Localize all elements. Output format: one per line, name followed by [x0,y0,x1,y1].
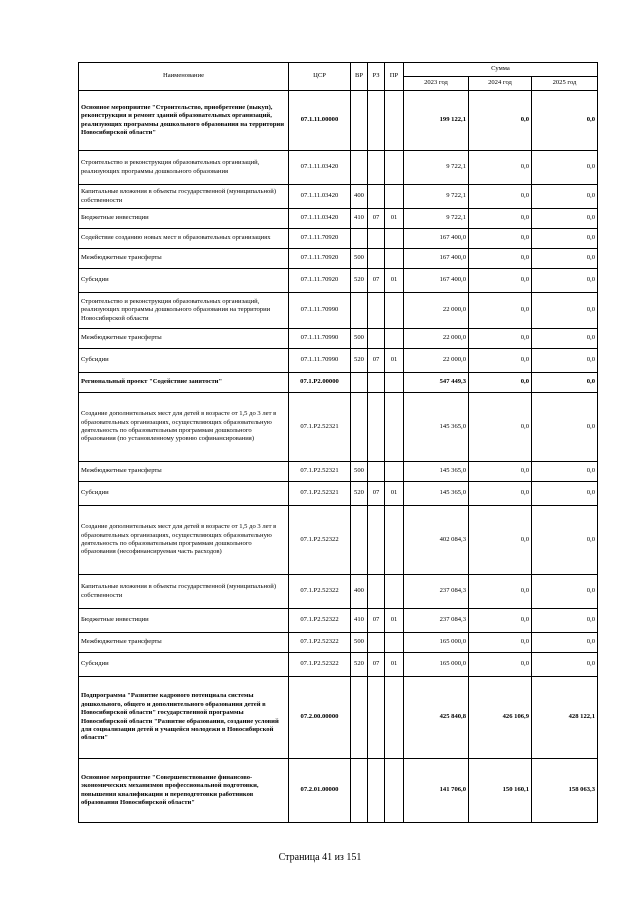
cell-2023: 22 000,0 [404,293,469,329]
header-pr: ПР [385,63,404,91]
cell-2023: 167 400,0 [404,269,469,293]
cell-name: Бюджетные инвестиции [79,609,289,633]
cell-pr [385,185,404,209]
cell-name: Субсидии [79,482,289,506]
table-row [79,759,598,823]
table-row [79,633,598,653]
cell-2025: 0,0 [532,349,598,373]
cell-rz [368,329,385,349]
cell-csr: 07.2.00.00000 [289,677,351,759]
cell-2024: 0,0 [469,269,532,293]
cell-pr: 01 [385,482,404,506]
cell-csr: 07.1.P2.52322 [289,609,351,633]
cell-2023: 22 000,0 [404,329,469,349]
cell-rz [368,151,385,185]
cell-csr: 07.1.P2.52322 [289,633,351,653]
cell-pr: 01 [385,609,404,633]
cell-name: Создание дополнительных мест для детей в возрасте от 1,5 до 3 лет в образовательных организациях, осуществляющих образовательную деятельность по образовательным программам дошкольного образования (по установленному уровню софинансирования) [79,393,289,462]
cell-2023: 141 706,0 [404,759,469,823]
cell-vr: 500 [351,329,368,349]
cell-csr: 07.1.11.03420 [289,185,351,209]
cell-vr [351,506,368,575]
table-row [79,151,598,185]
cell-rz [368,759,385,823]
cell-2025: 428 122,1 [532,677,598,759]
cell-csr: 07.1.11.70990 [289,329,351,349]
header-2024: 2024 год [469,77,532,91]
cell-pr [385,462,404,482]
cell-2024: 426 106,9 [469,677,532,759]
cell-2023: 9 722,1 [404,185,469,209]
page-number: Страница 41 из 151 [278,852,362,863]
cell-rz [368,293,385,329]
cell-csr: 07.1.P2.52321 [289,393,351,462]
cell-rz [368,91,385,151]
cell-name: Межбюджетные трансферты [79,633,289,653]
cell-2023: 402 084,3 [404,506,469,575]
cell-2025: 0,0 [532,209,598,229]
cell-2023: 22 000,0 [404,349,469,373]
cell-vr: 400 [351,185,368,209]
cell-2023: 145 365,0 [404,393,469,462]
cell-name: Содействие созданию новых мест в образовательных организациях [79,229,289,249]
cell-2024: 150 160,1 [469,759,532,823]
cell-pr [385,506,404,575]
cell-name: Капитальные вложения в объекты государственной (муниципальной) собственности [79,185,289,209]
cell-name: Строительство и реконструкция образовательных организаций, реализующих программы дошкольного образования на территории Новосибирской области [79,293,289,329]
table-row [79,249,598,269]
cell-2024: 0,0 [469,209,532,229]
cell-2025: 0,0 [532,269,598,293]
table-row [79,609,598,633]
cell-pr [385,151,404,185]
cell-vr: 500 [351,633,368,653]
cell-csr: 07.1.11.70990 [289,349,351,373]
cell-pr [385,91,404,151]
cell-rz [368,506,385,575]
cell-2024: 0,0 [469,506,532,575]
cell-pr: 01 [385,653,404,677]
cell-2024: 0,0 [469,151,532,185]
cell-csr: 07.1.11.70920 [289,229,351,249]
table-row [79,185,598,209]
cell-2024: 0,0 [469,185,532,209]
cell-csr: 07.1.11.03420 [289,209,351,229]
cell-2023: 237 084,3 [404,609,469,633]
table-row [79,462,598,482]
cell-2025: 0,0 [532,482,598,506]
cell-vr: 410 [351,209,368,229]
cell-2024: 0,0 [469,349,532,373]
cell-vr [351,91,368,151]
cell-2025: 0,0 [532,609,598,633]
cell-name: Межбюджетные трансферты [79,462,289,482]
header-2025: 2025 год [532,77,598,91]
table-row [79,229,598,249]
cell-csr: 07.1.11.70920 [289,269,351,293]
cell-2023: 167 400,0 [404,249,469,269]
header-name: Наименование [79,63,289,91]
header-2023: 2023 год [404,77,469,91]
table-row [79,91,598,151]
cell-csr: 07.1.P2.52321 [289,462,351,482]
cell-2023: 547 449,3 [404,373,469,393]
cell-pr [385,677,404,759]
cell-2025: 0,0 [532,653,598,677]
cell-pr [385,373,404,393]
cell-2024: 0,0 [469,229,532,249]
cell-rz: 07 [368,269,385,293]
cell-2024: 0,0 [469,633,532,653]
cell-vr: 520 [351,653,368,677]
table-header-row [79,63,598,77]
cell-name: Субсидии [79,653,289,677]
cell-2025: 0,0 [532,329,598,349]
cell-vr [351,759,368,823]
cell-vr [351,393,368,462]
cell-csr: 07.1.P2.52322 [289,575,351,609]
cell-vr [351,229,368,249]
cell-2025: 0,0 [532,229,598,249]
cell-2023: 237 084,3 [404,575,469,609]
table-row [79,349,598,373]
cell-pr: 01 [385,349,404,373]
cell-2024: 0,0 [469,293,532,329]
table-row [79,209,598,229]
cell-rz: 07 [368,482,385,506]
cell-csr: 07.1.11.00000 [289,91,351,151]
cell-vr [351,151,368,185]
header-csr: ЦСР [289,63,351,91]
cell-2024: 0,0 [469,609,532,633]
cell-pr: 01 [385,209,404,229]
table-row [79,373,598,393]
table-row [79,653,598,677]
cell-csr: 07.2.01.00000 [289,759,351,823]
cell-2025: 0,0 [532,185,598,209]
cell-vr: 520 [351,349,368,373]
cell-pr [385,249,404,269]
cell-name: Создание дополнительных мест для детей в возрасте от 1,5 до 3 лет в образовательных организациях, осуществляющих образовательную деятельность по образовательным программам дошкольного образования (несофинансируемая часть расходов) [79,506,289,575]
cell-2025: 0,0 [532,91,598,151]
table-row [79,329,598,349]
cell-2025: 0,0 [532,293,598,329]
cell-name: Межбюджетные трансферты [79,249,289,269]
cell-name: Субсидии [79,349,289,373]
cell-rz [368,462,385,482]
table-row [79,677,598,759]
cell-rz [368,393,385,462]
header-vr: ВР [351,63,368,91]
cell-vr: 410 [351,609,368,633]
cell-rz [368,677,385,759]
table-body [79,91,598,823]
cell-pr: 01 [385,269,404,293]
cell-csr: 07.1.11.70990 [289,293,351,329]
cell-vr [351,373,368,393]
cell-pr [385,575,404,609]
header-sum: Сумма [404,63,598,77]
cell-name: Основное мероприятие "Строительство, приобретение (выкуп), реконструкция и ремонт зданий образовательных организаций, реализующих программы дошкольного образования на территории Новосибирской области" [79,91,289,151]
cell-rz [368,575,385,609]
cell-2024: 0,0 [469,482,532,506]
cell-csr: 07.1.P2.00000 [289,373,351,393]
cell-pr [385,293,404,329]
table-row [79,575,598,609]
table-row [79,506,598,575]
cell-2025: 0,0 [532,575,598,609]
cell-rz [368,229,385,249]
cell-rz: 07 [368,349,385,373]
table-row [79,482,598,506]
cell-2025: 0,0 [532,506,598,575]
cell-2023: 425 840,8 [404,677,469,759]
cell-rz: 07 [368,209,385,229]
cell-name: Региональный проект "Содействие занятости" [79,373,289,393]
cell-pr [385,393,404,462]
cell-vr: 520 [351,482,368,506]
cell-csr: 07.1.11.70920 [289,249,351,269]
cell-vr [351,293,368,329]
cell-2023: 199 122,1 [404,91,469,151]
cell-name: Строительство и реконструкция образовательных организаций, реализующих программы дошкольного образования [79,151,289,185]
cell-rz [368,185,385,209]
cell-rz [368,633,385,653]
cell-rz: 07 [368,653,385,677]
cell-2025: 0,0 [532,373,598,393]
cell-2025: 0,0 [532,151,598,185]
cell-2023: 145 365,0 [404,462,469,482]
cell-2024: 0,0 [469,393,532,462]
table-row [79,293,598,329]
cell-vr: 500 [351,462,368,482]
cell-vr [351,677,368,759]
cell-2025: 158 063,3 [532,759,598,823]
table-row [79,393,598,462]
cell-name: Капитальные вложения в объекты государственной (муниципальной) собственности [79,575,289,609]
table-row [79,269,598,293]
cell-pr [385,633,404,653]
cell-2024: 0,0 [469,462,532,482]
cell-2023: 165 000,0 [404,633,469,653]
cell-2023: 9 722,1 [404,151,469,185]
cell-2024: 0,0 [469,91,532,151]
cell-2025: 0,0 [532,249,598,269]
cell-csr: 07.1.P2.52321 [289,482,351,506]
cell-rz [368,373,385,393]
cell-pr [385,759,404,823]
cell-name: Подпрограмма "Развитие кадрового потенциала системы дошкольного, общего и дополнительного образования детей в Новосибирской области" государственной программы Новосибирской области "Развитие образования, создание условий для социализации детей и учащейся молодежи в Новосибирской области" [79,677,289,759]
cell-csr: 07.1.P2.52322 [289,653,351,677]
cell-name: Межбюджетные трансферты [79,329,289,349]
cell-2023: 167 400,0 [404,229,469,249]
header-rz: РЗ [368,63,385,91]
cell-vr: 400 [351,575,368,609]
cell-csr: 07.1.P2.52322 [289,506,351,575]
cell-name: Бюджетные инвестиции [79,209,289,229]
cell-2025: 0,0 [532,462,598,482]
cell-vr: 500 [351,249,368,269]
cell-2023: 145 365,0 [404,482,469,506]
cell-2023: 165 000,0 [404,653,469,677]
cell-rz [368,249,385,269]
cell-2024: 0,0 [469,373,532,393]
cell-2024: 0,0 [469,653,532,677]
cell-csr: 07.1.11.03420 [289,151,351,185]
cell-rz: 07 [368,609,385,633]
cell-2023: 9 722,1 [404,209,469,229]
cell-2024: 0,0 [469,575,532,609]
cell-name: Основное мероприятие "Совершенствование финансово-экономических механизмов профессиональной подготовки, повышения квалификации и переподготовки работников образования Новосибирской области" [79,759,289,823]
cell-name: Субсидии [79,269,289,293]
cell-2025: 0,0 [532,393,598,462]
cell-2024: 0,0 [469,249,532,269]
cell-pr [385,329,404,349]
cell-vr: 520 [351,269,368,293]
budget-table [78,62,598,823]
cell-pr [385,229,404,249]
cell-2024: 0,0 [469,329,532,349]
cell-2025: 0,0 [532,633,598,653]
